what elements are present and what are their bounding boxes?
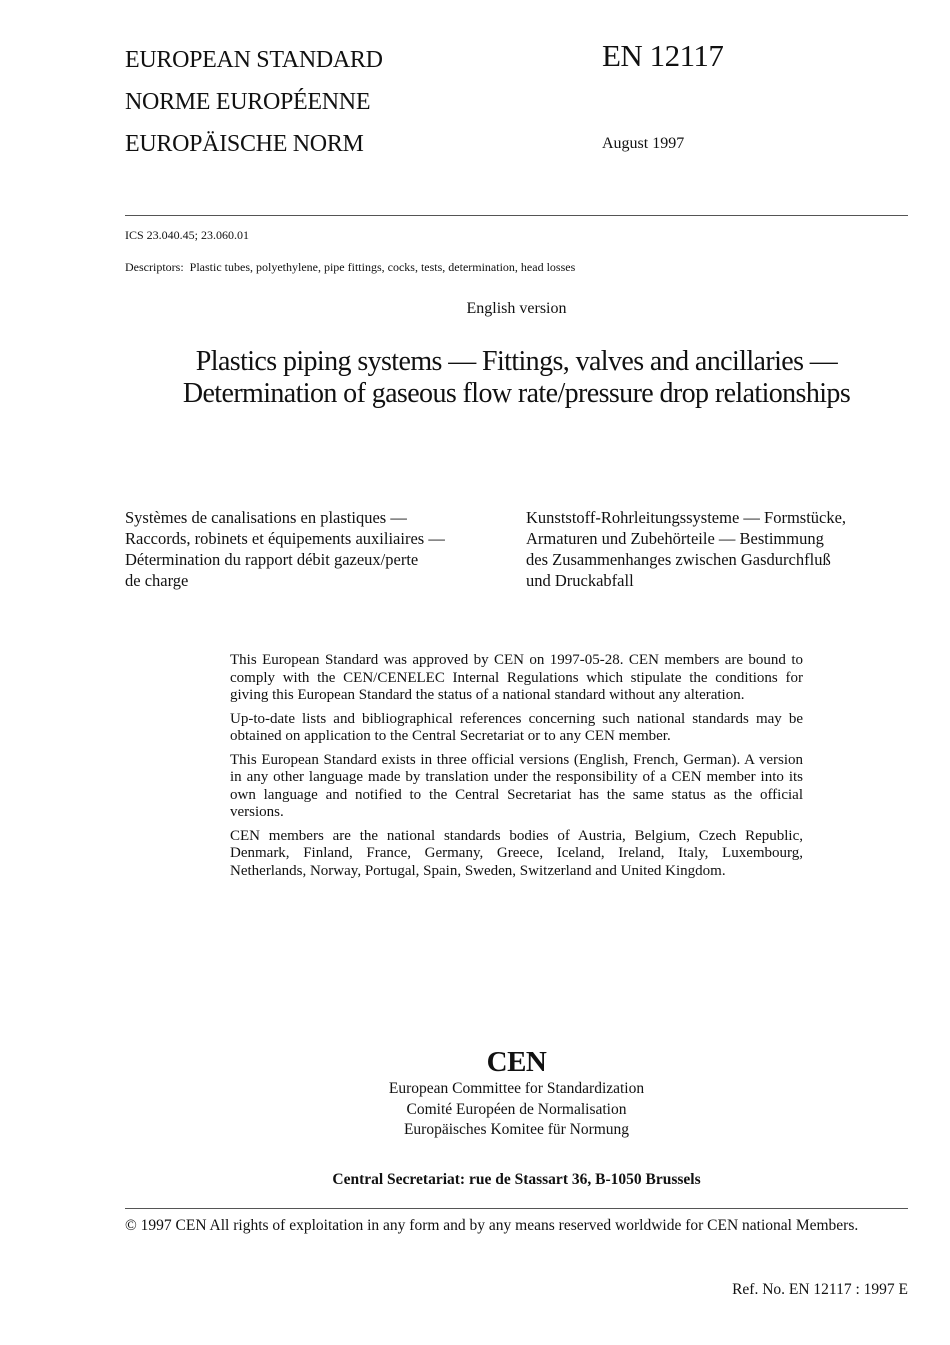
french-title — [125, 507, 445, 591]
header-title-de: EUROPÄISCHE NORM — [125, 131, 364, 157]
french-title-line: Systèmes de canalisations en plastiques — — [125, 508, 407, 527]
german-title — [526, 507, 846, 591]
cen-logo: CEN — [486, 1046, 547, 1078]
approval-statement — [230, 652, 803, 886]
german-title-line: und Druckabfall — [526, 571, 634, 590]
publication-date: August 1997 — [602, 135, 685, 152]
french-title-line: Détermination du rapport débit gazeux/perte — [125, 550, 419, 569]
french-title-line: Raccords, robinets et équipements auxiliaires — — [125, 529, 445, 548]
descriptors-label: Descriptors: — [125, 260, 184, 274]
header-title-en: EUROPEAN STANDARD — [125, 47, 383, 73]
references-paragraph: Up-to-date lists and bibliographical references concerning such national standards may be obtained on application to the Central Secretariat or to any CEN member. — [230, 710, 803, 744]
document-title — [125, 346, 908, 410]
descriptors-value: Plastic tubes, polyethylene, pipe fittings, cocks, tests, determination, head losses — [189, 260, 576, 274]
standard-number: EN 12117 — [602, 38, 724, 73]
ics-code: ICS 23.040.45; 23.060.01 — [125, 228, 250, 242]
org-name-en: European Committee for Standardization — [388, 1080, 645, 1097]
descriptors — [125, 260, 575, 275]
versions-paragraph: This European Standard exists in three official versions (English, French, German). A version in any other language made by translation under the responsibility of a CEN member into its own language and notified to the Central Secretariat has the same status as the official versions. — [230, 751, 803, 820]
title-line-1: Plastics piping systems — Fittings, valves and ancillaries — — [195, 346, 838, 377]
organization-block — [0, 1045, 950, 1141]
members-paragraph: CEN members are the national standards bodies of Austria, Belgium, Czech Republic, Denmark, Finland, France, Germany, Greece, Iceland, Ireland, Italy, Luxembourg, Netherlands, Norway, Portugal, Spain, Sweden, Switzerland and United Kingdom. — [230, 827, 803, 879]
header-title-fr: NORME EUROPÉENNE — [125, 89, 371, 115]
reference-number: Ref. No. EN 12117 : 1997 E — [732, 1281, 908, 1298]
org-name-de: Europäisches Komitee für Normung — [403, 1121, 630, 1138]
german-title-line: des Zusammenhanges zwischen Gasdurchfluß — [526, 550, 831, 569]
org-name-fr: Comité Européen de Normalisation — [406, 1100, 627, 1118]
title-line-2: Determination of gaseous flow rate/pressure drop relationships — [182, 378, 851, 409]
german-title-line: Armaturen und Zubehörteile — Bestimmung — [526, 529, 824, 548]
copyright-notice: © 1997 CEN All rights of exploitation in any form and by any means reserved worldwide for CEN national Members. — [125, 1217, 859, 1234]
secretariat-address: Central Secretariat: rue de Stassart 36, B-1050 Brussels — [332, 1171, 701, 1188]
french-title-line: de charge — [125, 571, 189, 590]
footer-divider — [125, 1208, 908, 1209]
top-divider — [125, 215, 908, 216]
version-label: English version — [466, 300, 567, 317]
approval-paragraph: This European Standard was approved by CEN on 1997-05-28. CEN members are bound to comply with the CEN/CENELEC Internal Regulations which stipulate the conditions for giving this European Standard the status of a national standard without any alteration. — [230, 652, 803, 703]
german-title-line: Kunststoff-Rohrleitungssysteme — Formstücke, — [526, 508, 847, 527]
